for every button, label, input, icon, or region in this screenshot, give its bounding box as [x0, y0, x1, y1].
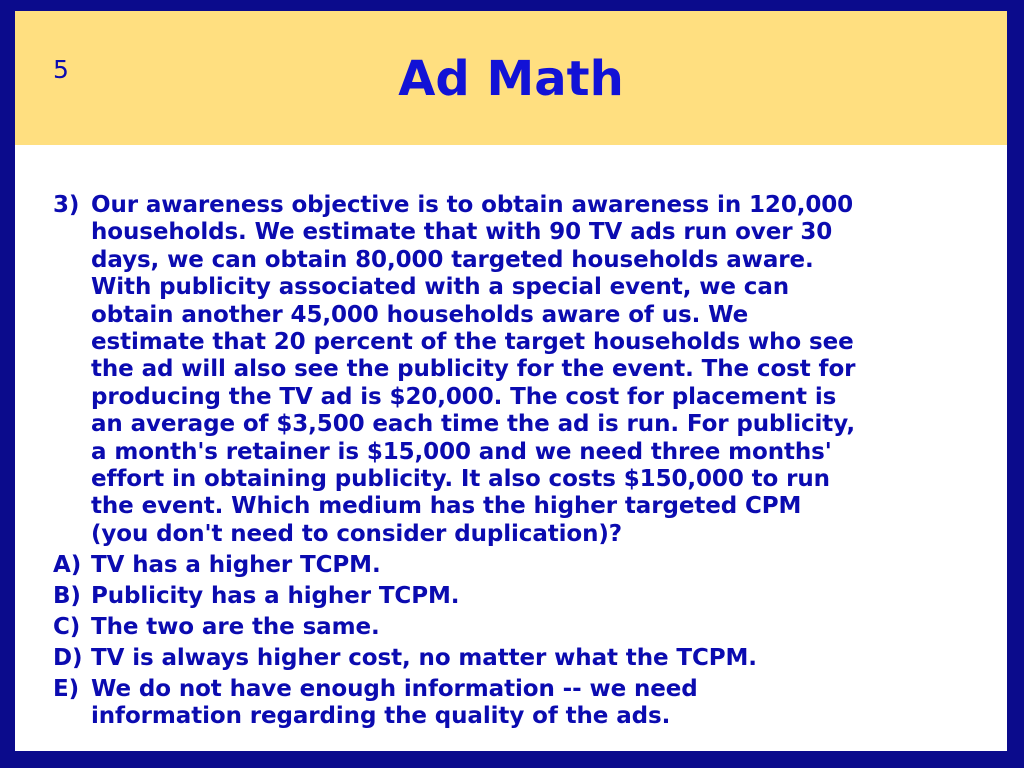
answer-text — [91, 552, 953, 579]
answer-text — [91, 676, 953, 731]
question-line: obtain another 45,000 households aware of us. We — [91, 301, 749, 328]
answer-marker: A) — [53, 551, 82, 578]
question-line: (you don't need to consider duplication)? — [91, 520, 623, 547]
answer-marker: E) — [53, 675, 80, 702]
question-line: estimate that 20 percent of the target households who see — [91, 329, 854, 356]
answer-line: TV is always higher cost, no matter what the TCPM. — [91, 644, 757, 671]
question-line: Our awareness objective is to obtain awareness in 120,000 — [91, 192, 854, 218]
question-line: effort in obtaining publicity. It also costs $150,000 to run — [91, 466, 830, 493]
answer-marker: C) — [53, 613, 81, 640]
answer-marker: D) — [53, 644, 83, 671]
answer-option-a — [53, 552, 953, 579]
answer-line: Publicity has a higher TCPM. — [91, 582, 460, 609]
answer-option-b — [53, 583, 953, 610]
question-text — [91, 192, 953, 548]
answer-text — [91, 614, 953, 641]
answer-line: We do not have enough information -- we need — [91, 675, 698, 702]
question-line: producing the TV ad is $20,000. The cost for placement is — [91, 383, 837, 410]
question-line: an average of $3,500 each time the ad is run. For publicity, — [91, 411, 855, 438]
answer-option-e — [53, 676, 953, 731]
slide-header — [15, 11, 1007, 145]
question-line: a month's retainer is $15,000 and we need three months' — [91, 438, 832, 465]
answer-line: The two are the same. — [91, 613, 380, 640]
question-marker: 3) — [53, 192, 80, 218]
question-item — [53, 192, 953, 548]
slide-title: Ad Math — [398, 51, 624, 107]
slide — [15, 11, 1007, 751]
question-line: households. We estimate that with 90 TV ads run over 30 — [91, 219, 833, 246]
question-line: days, we can obtain 80,000 targeted households aware. — [91, 246, 814, 273]
answer-text — [91, 645, 953, 672]
question-line: With publicity associated with a special event, we can — [91, 274, 790, 301]
answer-option-d — [53, 645, 953, 672]
answer-marker: B) — [53, 582, 81, 609]
answer-line: information regarding the quality of the ads. — [91, 703, 671, 730]
answer-text — [91, 583, 953, 610]
answer-line: TV has a higher TCPM. — [91, 551, 381, 578]
slide-number: 5 — [53, 55, 69, 84]
question-line: the ad will also see the publicity for the event. The cost for — [91, 356, 856, 383]
question-line: the event. Which medium has the higher targeted CPM — [91, 493, 802, 520]
slide-body — [53, 192, 953, 734]
answer-option-c — [53, 614, 953, 641]
